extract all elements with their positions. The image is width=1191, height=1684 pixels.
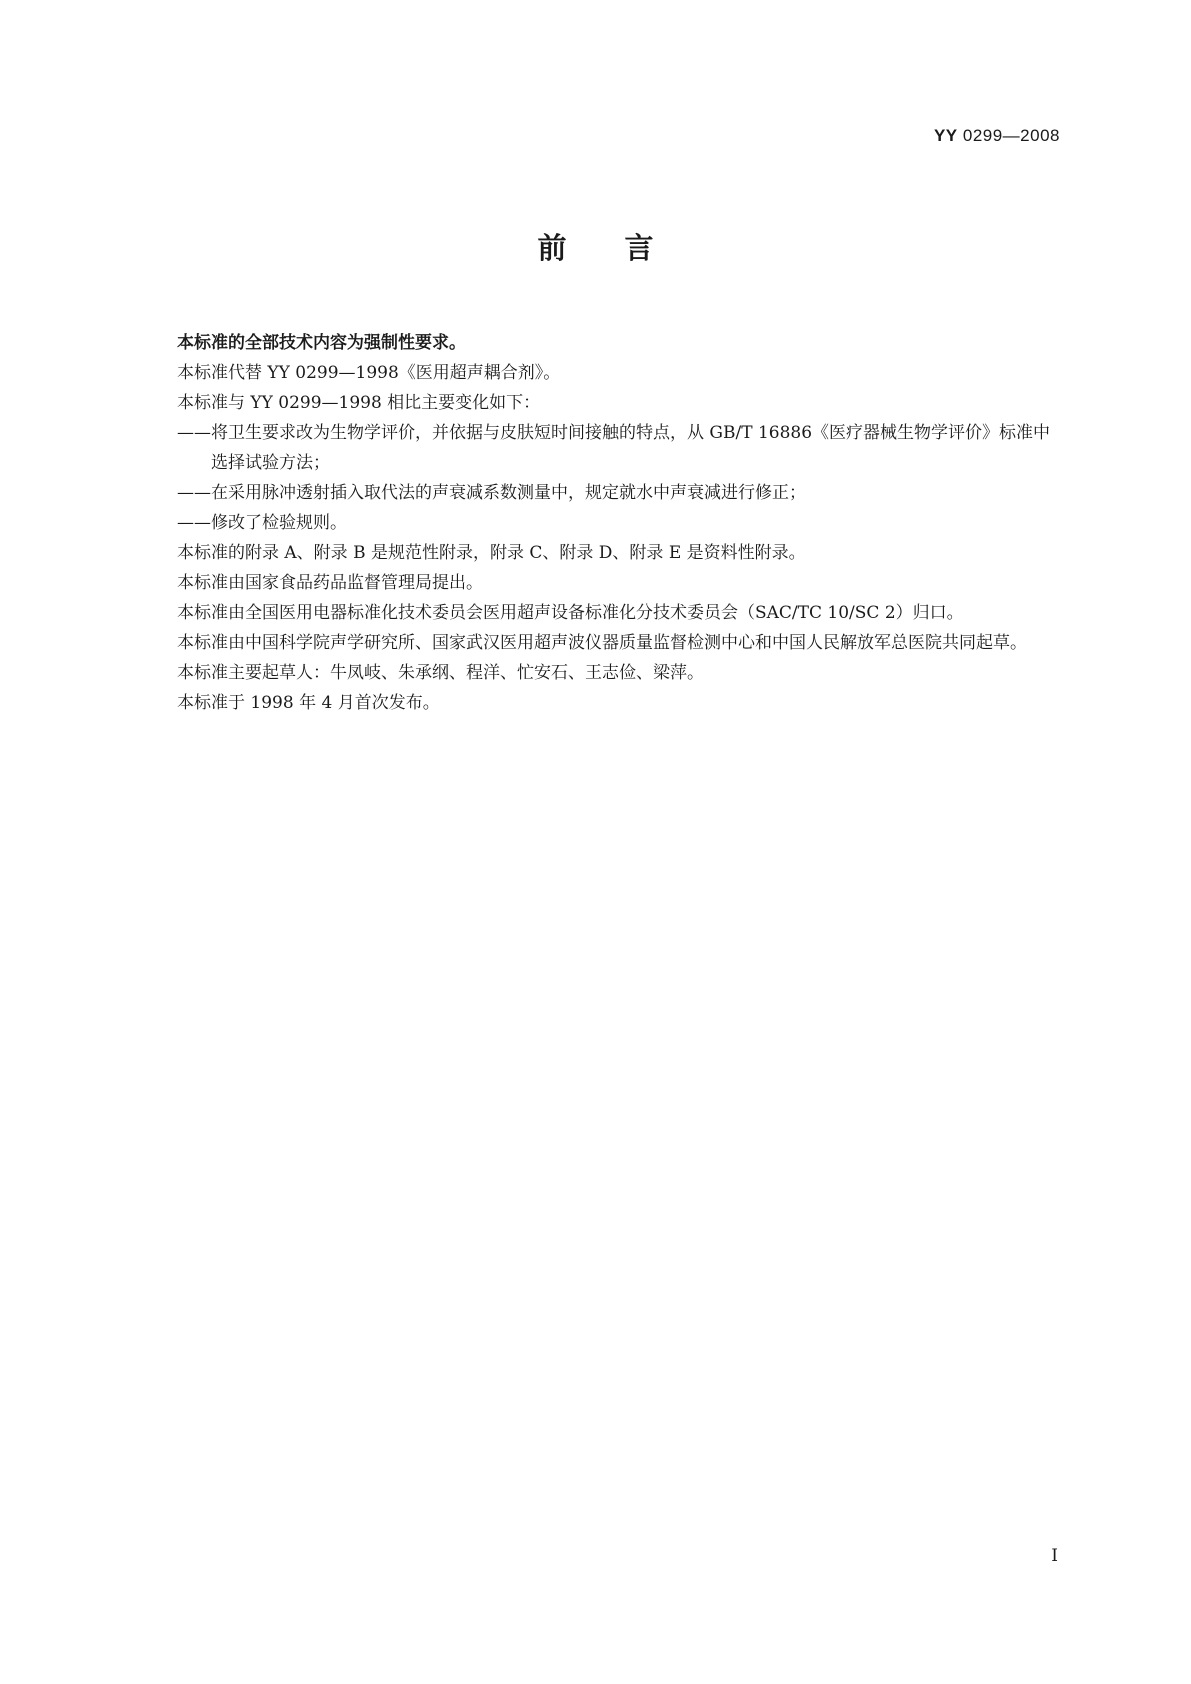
change-item-3 [129, 508, 1061, 538]
standard-prefix: YY [933, 126, 958, 145]
page-number: I [1051, 1546, 1058, 1566]
annexes-statement: 本标准的附录 A、附录 B 是规范性附录，附录 C、附录 D、附录 E 是资料性附录。 [177, 543, 806, 563]
dash-mark: —— [177, 483, 211, 503]
replaces-statement: 本标准代替 YY 0299—1998《医用超声耦合剂》。 [177, 363, 561, 383]
mandatory-statement: 本标准的全部技术内容为强制性要求。 [177, 333, 466, 353]
dash-mark: —— [177, 513, 211, 533]
change-item-text: 在采用脉冲透射插入取代法的声衰减系数测量中，规定就水中声衰减进行修正； [211, 483, 806, 503]
change-item-text: 将卫生要求改为生物学评价，并依据与皮肤短时间接触的特点，从 GB/T 16886《医疗器械生物学评价》标准中选择试验方法； [211, 423, 1051, 473]
change-item-text: 修改了检验规则。 [211, 513, 347, 533]
drafters-statement: 本标准主要起草人：牛凤岐、朱承纲、程洋、忙安石、王志俭、梁萍。 [177, 663, 704, 683]
standard-number: 0299—2008 [962, 126, 1060, 145]
change-item-1 [129, 418, 1061, 478]
dash-mark: —— [177, 423, 211, 443]
foreword-body [129, 328, 1061, 718]
change-item-2 [129, 478, 1061, 508]
proposed-by-statement: 本标准由国家食品药品监督管理局提出。 [177, 573, 483, 593]
drafted-by-statement: 本标准由中国科学院声学研究所、国家武汉医用超声波仪器质量监督检测中心和中国人民解放军总医院共同起草。 [177, 633, 1027, 653]
changes-intro: 本标准与 YY 0299—1998 相比主要变化如下： [177, 393, 541, 413]
centralized-by-statement: 本标准由全国医用电器标准化技术委员会医用超声设备标准化分技术委员会（SAC/TC 10/SC 2）归口。 [177, 603, 964, 623]
standard-code [934, 126, 1060, 146]
first-issued-statement: 本标准于 1998 年 4 月首次发布。 [177, 693, 440, 713]
page-title: 前言 [537, 231, 712, 265]
